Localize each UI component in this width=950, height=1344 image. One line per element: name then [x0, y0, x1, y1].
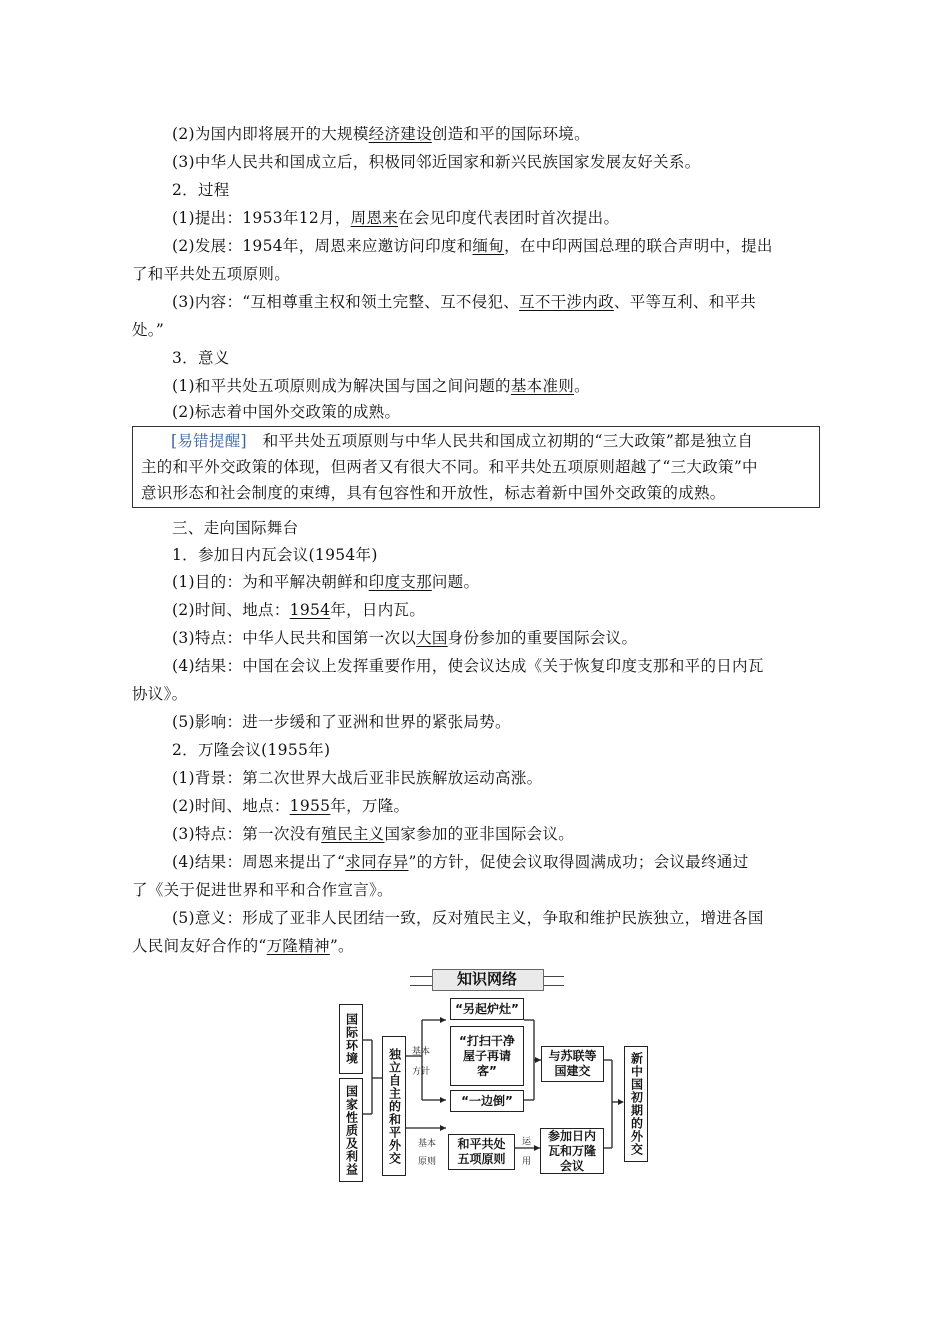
- text-line: [172, 344, 822, 372]
- line-text-tail: 年，日内瓦。: [330, 601, 426, 619]
- line-text-tail: 在会见印度代表团时首次提出。: [398, 209, 620, 227]
- line-text: (3)特点：第一次没有: [172, 825, 322, 843]
- text-line: [172, 120, 822, 148]
- error-reminder-box: [132, 426, 820, 508]
- text-line: [172, 232, 822, 260]
- line-text: (1)目的：为和平解决朝鲜和: [172, 573, 369, 591]
- line-text: 3．意义: [172, 349, 230, 367]
- text-line: [172, 514, 822, 542]
- line-text: (3)中华人民共和国成立后，积极同邻近国家和新兴民族国家发展友好关系。: [172, 153, 701, 171]
- center-policy-box: 独立自主的和平外交: [382, 1036, 406, 1176]
- line-text: (4)结果：周恩来提出了“: [172, 853, 346, 871]
- underlined-keyword: 经济建设: [368, 125, 432, 143]
- text-line: [172, 736, 822, 764]
- line-text: (1)和平共处五项原则成为解决国与国之间问题的: [172, 377, 511, 395]
- text-line: [172, 764, 822, 792]
- five-principles-box: 和平共处五项原则: [448, 1134, 515, 1170]
- underlined-keyword: 万隆精神: [266, 937, 330, 955]
- text-line: [132, 260, 822, 288]
- line-text: (2)时间、地点：: [172, 797, 290, 815]
- text-line: [172, 652, 822, 680]
- text-line: [172, 848, 822, 876]
- underlined-keyword: 1955: [289, 797, 331, 815]
- basic-policy-label-1: 基本: [412, 1047, 431, 1057]
- reminder-line-2: 主的和平外交政策的体现，但两者又有很大不同。和平共处五项原则超越了“三大政策”中: [141, 458, 758, 476]
- line-text: 2．过程: [172, 181, 230, 199]
- line-text: (4)结果：中国在会议上发挥重要作用，使会议达成《关于恢复印度支那和平的日内瓦: [172, 657, 764, 675]
- underlined-keyword: 殖民主义: [321, 825, 385, 843]
- line-text: (2)为国内即将展开的大规模: [172, 125, 369, 143]
- reminder-line-3: 意识形态和社会制度的束缚，具有包容性和开放性，标志着新中国外交政策的成熟。: [141, 484, 726, 502]
- reminder-tag: [易错提醒]: [171, 432, 247, 450]
- apply-label-1: 运: [522, 1137, 532, 1147]
- underlined-keyword: 缅甸: [472, 237, 505, 255]
- text-line: [132, 316, 822, 344]
- text-line: [172, 204, 822, 232]
- reminder-line-1: [171, 427, 811, 455]
- intl-environment-box: 国际环境: [339, 1004, 363, 1074]
- text-line: [172, 372, 822, 400]
- line-text-tail: 身份参加的重要国际会议。: [447, 629, 638, 647]
- text-line: [132, 680, 822, 708]
- line-text-tail: ”。: [329, 937, 354, 955]
- early-diplomacy-box: 新中国初期的外交: [624, 1046, 648, 1162]
- line-text: 三、走向国际舞台: [172, 519, 299, 537]
- text-line: [172, 288, 822, 316]
- line-text: (3)内容：“互相尊重主权和领土完整、互不侵犯、: [172, 293, 520, 311]
- line-text: (2)发展：1954年，周恩来应邀访问印度和: [172, 237, 473, 255]
- text-line: [172, 708, 822, 736]
- text-line: [172, 792, 822, 820]
- text-line: [172, 624, 822, 652]
- reminder-text-1: 和平共处五项原则与中华人民共和国成立初期的“三大政策”都是独立自: [246, 432, 754, 450]
- line-text-tail: 国家参加的亚非国际会议。: [384, 825, 575, 843]
- line-text: (5)影响：进一步缓和了亚洲和世界的紧张局势。: [172, 713, 511, 731]
- text-line: [172, 398, 822, 426]
- line-text: 了和平共处五项原则。: [132, 265, 291, 283]
- line-text: 人民间友好合作的“: [132, 937, 267, 955]
- policy-lean-one-side-box: “一边倒”: [450, 1090, 524, 1112]
- text-line: [132, 876, 822, 904]
- line-text-tail: ，在中印两国总理的联合声明中，提出: [504, 237, 773, 255]
- apply-label-2: 用: [522, 1157, 532, 1167]
- line-text: 2．万隆会议(1955年): [172, 741, 331, 759]
- basic-principle-label-2: 原则: [418, 1157, 437, 1167]
- policy-new-start-box: “另起炉灶”: [450, 998, 524, 1020]
- underlined-keyword: 求同存异: [345, 853, 409, 871]
- line-text: (5)意义：形成了亚非人民团结一致，反对殖民主义，争取和维护民族独立，增进各国: [172, 909, 764, 927]
- basic-principle-label-1: 基本: [418, 1139, 437, 1149]
- underlined-keyword: 互不干涉内政: [519, 293, 614, 311]
- text-line: [172, 596, 822, 624]
- text-line: [172, 820, 822, 848]
- line-text-tail: 年，万隆。: [330, 797, 410, 815]
- national-interest-box: 国家性质及利益: [339, 1078, 363, 1182]
- line-text: (3)特点：中华人民共和国第一次以: [172, 629, 417, 647]
- basic-policy-label-2: 方针: [412, 1067, 431, 1077]
- text-line: [172, 904, 822, 932]
- diagram-title: 知识网络: [456, 970, 517, 988]
- underlined-keyword: 印度支那: [368, 573, 432, 591]
- line-text-tail: 。: [574, 377, 590, 395]
- text-line: [172, 176, 822, 204]
- soviet-relations-box: 与苏联等国建交: [541, 1046, 604, 1082]
- line-text: (2)时间、地点：: [172, 601, 290, 619]
- line-text: (2)标志着中国外交政策的成熟。: [172, 403, 401, 421]
- underlined-keyword: 基本准则: [510, 377, 575, 395]
- underlined-keyword: 大国: [416, 629, 448, 647]
- text-line: [172, 541, 822, 569]
- line-text-tail: 问题。: [431, 573, 480, 591]
- line-text-tail: 创造和平的国际环境。: [431, 125, 590, 143]
- line-text: (1)背景：第二次世界大战后亚非民族解放运动高涨。: [172, 769, 543, 787]
- line-text: 了《关于促进世界和平和合作宣言》。: [132, 881, 393, 899]
- policy-clean-house-box: “打扫干净屋子再请客”: [450, 1026, 524, 1086]
- knowledge-network-diagram: [336, 968, 666, 1188]
- underlined-keyword: 1954: [289, 601, 331, 619]
- text-line: [132, 932, 822, 960]
- line-text: (1)提出：1953年12月，: [172, 209, 351, 227]
- text-line: [172, 148, 822, 176]
- line-text: 协议》。: [132, 685, 188, 703]
- line-text-tail: ”的方针，促使会议取得圆满成功；会议最终通过: [408, 853, 749, 871]
- line-text-tail: 、平等互利、和平共: [613, 293, 757, 311]
- line-text: 处。”: [132, 321, 165, 339]
- line-text: 1．参加日内瓦会议(1954年): [172, 546, 378, 564]
- text-line: [172, 568, 822, 596]
- conferences-box: 参加日内瓦和万隆会议: [540, 1128, 604, 1174]
- underlined-keyword: 周恩来: [350, 209, 399, 227]
